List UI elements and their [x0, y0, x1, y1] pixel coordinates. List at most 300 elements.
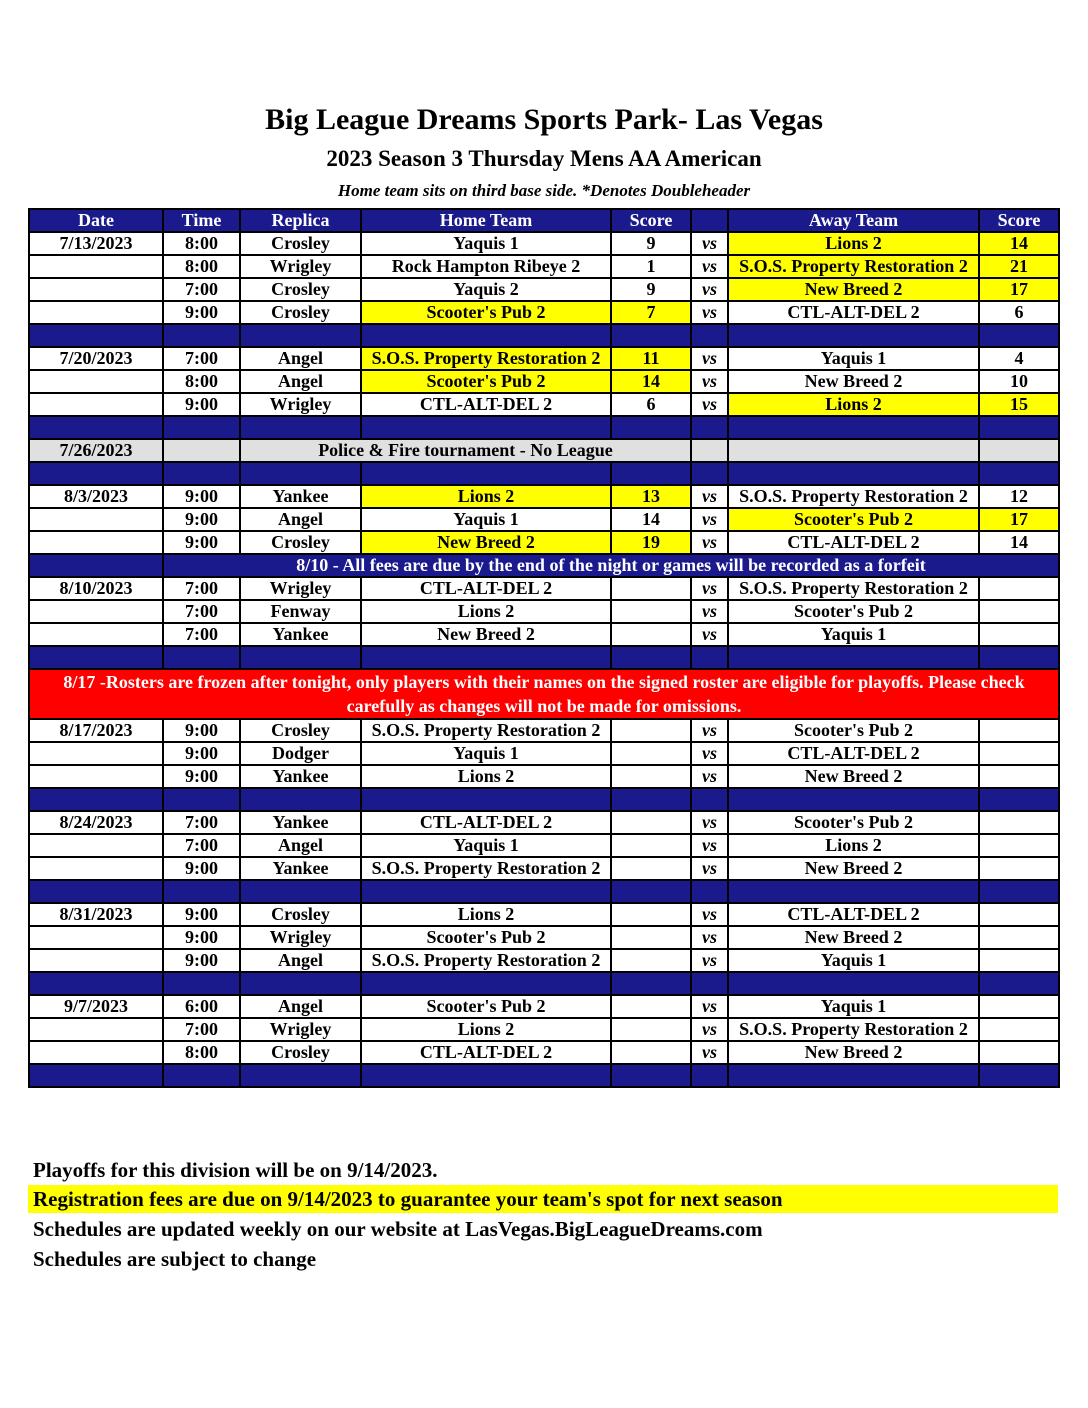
- replica-cell: Yankee: [240, 811, 361, 834]
- separator-cell: [163, 462, 240, 485]
- away-team-cell: New Breed 2: [728, 926, 979, 949]
- separator-cell: [728, 880, 979, 903]
- game-row: [29, 903, 1059, 926]
- date-cell: [29, 301, 163, 324]
- separator-cell: [691, 324, 728, 347]
- game-row: [29, 508, 1059, 531]
- time-cell: 7:00: [163, 577, 240, 600]
- separator-row: [29, 646, 1059, 669]
- home-team-cell: S.O.S. Property Restoration 2: [361, 719, 611, 742]
- away-team-cell: CTL-ALT-DEL 2: [728, 531, 979, 554]
- game-row: [29, 577, 1059, 600]
- away-score-cell: [979, 600, 1059, 623]
- separator-cell: [979, 972, 1059, 995]
- game-row: [29, 742, 1059, 765]
- vs-cell: vs: [691, 903, 728, 926]
- separator-cell: [728, 416, 979, 439]
- vs-cell: vs: [691, 370, 728, 393]
- date-cell: 8/31/2023: [29, 903, 163, 926]
- replica-cell: Crosley: [240, 903, 361, 926]
- separator-cell: [728, 972, 979, 995]
- table-header-row: [29, 209, 1059, 232]
- time-cell: 6:00: [163, 995, 240, 1018]
- replica-cell: Dodger: [240, 742, 361, 765]
- separator-cell: [240, 416, 361, 439]
- vs-cell: vs: [691, 811, 728, 834]
- separator-cell: [240, 880, 361, 903]
- home-team-cell: Yaquis 1: [361, 742, 611, 765]
- separator-cell: [29, 880, 163, 903]
- home-team-cell: Yaquis 1: [361, 508, 611, 531]
- separator-cell: [163, 880, 240, 903]
- time-cell: 9:00: [163, 485, 240, 508]
- game-row: [29, 949, 1059, 972]
- separator-cell: [979, 788, 1059, 811]
- date-cell: [29, 765, 163, 788]
- home-score-cell: [611, 811, 691, 834]
- time-cell: 9:00: [163, 719, 240, 742]
- no-league-text: Police & Fire tournament - No League: [240, 439, 691, 462]
- home-score-cell: 9: [611, 232, 691, 255]
- away-score-cell: [979, 903, 1059, 926]
- date-cell: 7/26/2023: [29, 439, 163, 462]
- time-cell: 9:00: [163, 742, 240, 765]
- date-cell: 7/13/2023: [29, 232, 163, 255]
- no-league-row: [29, 439, 1059, 462]
- separator-cell: [611, 1064, 691, 1087]
- replica-cell: Fenway: [240, 600, 361, 623]
- date-cell: 8/17/2023: [29, 719, 163, 742]
- home-score-cell: 7: [611, 301, 691, 324]
- game-row: [29, 623, 1059, 646]
- away-team-cell: S.O.S. Property Restoration 2: [728, 1018, 979, 1041]
- home-score-cell: [611, 719, 691, 742]
- separator-cell: [979, 1064, 1059, 1087]
- game-row: [29, 1041, 1059, 1064]
- separator-cell: [240, 462, 361, 485]
- vs-cell: vs: [691, 949, 728, 972]
- vs-cell: vs: [691, 347, 728, 370]
- separator-cell: [611, 462, 691, 485]
- away-team-cell: Yaquis 1: [728, 347, 979, 370]
- away-team-cell: Scooter's Pub 2: [728, 600, 979, 623]
- date-cell: [29, 949, 163, 972]
- separator-cell: [361, 972, 611, 995]
- replica-cell: Wrigley: [240, 1018, 361, 1041]
- vs-cell: vs: [691, 926, 728, 949]
- separator-cell: [29, 972, 163, 995]
- game-row: [29, 811, 1059, 834]
- date-cell: [29, 623, 163, 646]
- away-score-cell: [979, 949, 1059, 972]
- separator-cell: [163, 972, 240, 995]
- col-header-home-team: Home Team: [361, 209, 611, 232]
- notice-cell: [29, 554, 163, 577]
- away-team-cell: New Breed 2: [728, 370, 979, 393]
- separator-cell: [240, 324, 361, 347]
- replica-cell: Angel: [240, 949, 361, 972]
- time-cell: 7:00: [163, 600, 240, 623]
- home-team-cell: Scooter's Pub 2: [361, 926, 611, 949]
- game-row: [29, 531, 1059, 554]
- separator-cell: [691, 646, 728, 669]
- vs-cell: vs: [691, 531, 728, 554]
- away-team-cell: [728, 439, 979, 462]
- separator-row: [29, 880, 1059, 903]
- separator-cell: [979, 324, 1059, 347]
- vs-cell: vs: [691, 623, 728, 646]
- date-cell: [29, 1018, 163, 1041]
- time-cell: 9:00: [163, 531, 240, 554]
- time-cell: 7:00: [163, 1018, 240, 1041]
- time-cell: 7:00: [163, 347, 240, 370]
- away-team-cell: Lions 2: [728, 393, 979, 416]
- vs-cell: vs: [691, 255, 728, 278]
- separator-cell: [979, 416, 1059, 439]
- separator-cell: [728, 462, 979, 485]
- home-team-cell: S.O.S. Property Restoration 2: [361, 949, 611, 972]
- away-score-cell: 6: [979, 301, 1059, 324]
- separator-cell: [163, 788, 240, 811]
- vs-cell: vs: [691, 232, 728, 255]
- separator-cell: [979, 646, 1059, 669]
- separator-cell: [979, 462, 1059, 485]
- home-score-cell: [611, 903, 691, 926]
- date-cell: 7/20/2023: [29, 347, 163, 370]
- time-cell: 7:00: [163, 834, 240, 857]
- date-cell: [29, 834, 163, 857]
- away-score-cell: 14: [979, 531, 1059, 554]
- replica-cell: Crosley: [240, 719, 361, 742]
- vs-cell: vs: [691, 278, 728, 301]
- away-score-cell: 17: [979, 508, 1059, 531]
- date-cell: 8/24/2023: [29, 811, 163, 834]
- away-team-cell: New Breed 2: [728, 278, 979, 301]
- time-cell: 9:00: [163, 949, 240, 972]
- game-row: [29, 926, 1059, 949]
- footer-website: Schedules are updated weekly on our website at LasVegas.BigLeagueDreams.com: [33, 1217, 763, 1241]
- replica-cell: Angel: [240, 347, 361, 370]
- page-title: Big League Dreams Sports Park- Las Vegas: [265, 103, 823, 136]
- away-score-cell: [979, 926, 1059, 949]
- time-cell: 9:00: [163, 903, 240, 926]
- separator-cell: [29, 416, 163, 439]
- separator-cell: [979, 880, 1059, 903]
- date-cell: [29, 508, 163, 531]
- away-team-cell: Lions 2: [728, 232, 979, 255]
- separator-row: [29, 1064, 1059, 1087]
- home-team-cell: S.O.S. Property Restoration 2: [361, 857, 611, 880]
- game-row: [29, 393, 1059, 416]
- home-score-cell: [611, 742, 691, 765]
- fee-notice-row: [29, 554, 1059, 577]
- roster-alert-row: [29, 669, 1059, 719]
- col-header-away-team: Away Team: [728, 209, 979, 232]
- home-score-cell: [611, 926, 691, 949]
- away-team-cell: Scooter's Pub 2: [728, 508, 979, 531]
- separator-cell: [361, 416, 611, 439]
- time-cell: 7:00: [163, 278, 240, 301]
- separator-cell: [361, 646, 611, 669]
- separator-cell: [691, 972, 728, 995]
- separator-row: [29, 324, 1059, 347]
- time-cell: 7:00: [163, 623, 240, 646]
- separator-cell: [691, 788, 728, 811]
- separator-cell: [611, 972, 691, 995]
- away-score-cell: 14: [979, 232, 1059, 255]
- separator-cell: [240, 646, 361, 669]
- replica-cell: Angel: [240, 370, 361, 393]
- replica-cell: Wrigley: [240, 393, 361, 416]
- replica-cell: Angel: [240, 834, 361, 857]
- vs-cell: vs: [691, 600, 728, 623]
- away-score-cell: [979, 811, 1059, 834]
- vs-cell: vs: [691, 577, 728, 600]
- time-cell: 9:00: [163, 393, 240, 416]
- away-score-cell: 17: [979, 278, 1059, 301]
- game-row: [29, 232, 1059, 255]
- home-team-cell: Scooter's Pub 2: [361, 995, 611, 1018]
- notice-text: 8/10 - All fees are due by the end of the night or games will be recorded as a forfeit: [163, 554, 1059, 577]
- home-team-cell: Yaquis 1: [361, 834, 611, 857]
- col-header-away-score: Score: [979, 209, 1059, 232]
- home-team-cell: Scooter's Pub 2: [361, 301, 611, 324]
- home-team-cell: Yaquis 1: [361, 232, 611, 255]
- vs-cell: vs: [691, 508, 728, 531]
- separator-cell: [728, 646, 979, 669]
- home-team-cell: Rock Hampton Ribeye 2: [361, 255, 611, 278]
- separator-cell: [691, 416, 728, 439]
- time-cell: [163, 439, 240, 462]
- away-team-cell: Scooter's Pub 2: [728, 719, 979, 742]
- home-score-cell: [611, 1041, 691, 1064]
- footer-registration: Registration fees are due on 9/14/2023 to guarantee your team's spot for next season: [28, 1185, 1058, 1213]
- vs-cell: vs: [691, 857, 728, 880]
- away-team-cell: Yaquis 1: [728, 995, 979, 1018]
- separator-cell: [361, 788, 611, 811]
- vs-cell: vs: [691, 393, 728, 416]
- separator-cell: [163, 324, 240, 347]
- game-row: [29, 485, 1059, 508]
- away-score-cell: 21: [979, 255, 1059, 278]
- date-cell: [29, 742, 163, 765]
- separator-row: [29, 972, 1059, 995]
- away-team-cell: Scooter's Pub 2: [728, 811, 979, 834]
- separator-cell: [691, 1064, 728, 1087]
- away-team-cell: CTL-ALT-DEL 2: [728, 301, 979, 324]
- away-score-cell: [979, 995, 1059, 1018]
- home-team-cell: Scooter's Pub 2: [361, 370, 611, 393]
- replica-cell: Wrigley: [240, 577, 361, 600]
- col-header-vs: [691, 209, 728, 232]
- replica-cell: Yankee: [240, 623, 361, 646]
- schedule-table: [28, 208, 1060, 1088]
- replica-cell: Crosley: [240, 531, 361, 554]
- away-score-cell: [979, 834, 1059, 857]
- col-header-time: Time: [163, 209, 240, 232]
- away-score-cell: 15: [979, 393, 1059, 416]
- separator-cell: [611, 880, 691, 903]
- separator-cell: [29, 324, 163, 347]
- home-team-cell: Lions 2: [361, 1018, 611, 1041]
- vs-cell: vs: [691, 1018, 728, 1041]
- separator-row: [29, 462, 1059, 485]
- separator-row: [29, 788, 1059, 811]
- away-team-cell: CTL-ALT-DEL 2: [728, 903, 979, 926]
- header-note: Home team sits on third base side. *Denotes Doubleheader: [337, 181, 751, 200]
- time-cell: 9:00: [163, 857, 240, 880]
- replica-cell: Wrigley: [240, 255, 361, 278]
- footer-disclaimer: Schedules are subject to change: [33, 1247, 317, 1271]
- footer-playoffs: Playoffs for this division will be on 9/14/2023.: [33, 1158, 438, 1182]
- date-cell: [29, 926, 163, 949]
- home-score-cell: [611, 995, 691, 1018]
- replica-cell: Crosley: [240, 232, 361, 255]
- home-team-cell: New Breed 2: [361, 531, 611, 554]
- page-subtitle: 2023 Season 3 Thursday Mens AA American: [326, 146, 762, 171]
- away-score-cell: 12: [979, 485, 1059, 508]
- game-row: [29, 370, 1059, 393]
- away-score-cell: 4: [979, 347, 1059, 370]
- vs-cell: vs: [691, 742, 728, 765]
- home-score-cell: [611, 765, 691, 788]
- home-team-cell: CTL-ALT-DEL 2: [361, 393, 611, 416]
- date-cell: [29, 600, 163, 623]
- replica-cell: Angel: [240, 508, 361, 531]
- alert-text: 8/17 -Rosters are frozen after tonight, only players with their names on the signed roster are eligible for playoffs. Please check carefully as changes will not be made for omissions.: [29, 669, 1059, 719]
- vs-cell: vs: [691, 301, 728, 324]
- away-team-cell: Yaquis 1: [728, 623, 979, 646]
- away-score-cell: [979, 1018, 1059, 1041]
- home-team-cell: CTL-ALT-DEL 2: [361, 811, 611, 834]
- away-team-cell: New Breed 2: [728, 857, 979, 880]
- vs-cell: vs: [691, 1041, 728, 1064]
- time-cell: 8:00: [163, 255, 240, 278]
- home-score-cell: 14: [611, 370, 691, 393]
- home-score-cell: [611, 1018, 691, 1041]
- away-score-cell: [979, 623, 1059, 646]
- away-score-cell: [979, 742, 1059, 765]
- away-team-cell: Lions 2: [728, 834, 979, 857]
- home-team-cell: Lions 2: [361, 600, 611, 623]
- away-score-cell: [979, 577, 1059, 600]
- home-team-cell: New Breed 2: [361, 623, 611, 646]
- separator-cell: [240, 788, 361, 811]
- away-score-cell: 10: [979, 370, 1059, 393]
- home-score-cell: 14: [611, 508, 691, 531]
- date-cell: [29, 393, 163, 416]
- away-score-cell: [979, 857, 1059, 880]
- date-cell: 8/3/2023: [29, 485, 163, 508]
- separator-cell: [29, 788, 163, 811]
- separator-cell: [728, 1064, 979, 1087]
- date-cell: [29, 255, 163, 278]
- game-row: [29, 255, 1059, 278]
- replica-cell: Yankee: [240, 485, 361, 508]
- time-cell: 8:00: [163, 370, 240, 393]
- vs-cell: vs: [691, 995, 728, 1018]
- replica-cell: Wrigley: [240, 926, 361, 949]
- col-header-home-score: Score: [611, 209, 691, 232]
- col-header-date: Date: [29, 209, 163, 232]
- home-score-cell: [611, 834, 691, 857]
- game-row: [29, 719, 1059, 742]
- separator-cell: [611, 788, 691, 811]
- home-team-cell: CTL-ALT-DEL 2: [361, 1041, 611, 1064]
- game-row: [29, 857, 1059, 880]
- game-row: [29, 600, 1059, 623]
- time-cell: 9:00: [163, 926, 240, 949]
- separator-cell: [361, 1064, 611, 1087]
- vs-cell: vs: [691, 765, 728, 788]
- home-score-cell: [611, 949, 691, 972]
- date-cell: [29, 531, 163, 554]
- time-cell: 7:00: [163, 811, 240, 834]
- home-team-cell: CTL-ALT-DEL 2: [361, 577, 611, 600]
- home-team-cell: Yaquis 2: [361, 278, 611, 301]
- separator-cell: [728, 324, 979, 347]
- home-score-cell: [611, 577, 691, 600]
- replica-cell: Yankee: [240, 765, 361, 788]
- home-score-cell: 13: [611, 485, 691, 508]
- separator-cell: [361, 324, 611, 347]
- home-score-cell: 6: [611, 393, 691, 416]
- game-row: [29, 1018, 1059, 1041]
- away-score-cell: [979, 1041, 1059, 1064]
- date-cell: [29, 857, 163, 880]
- separator-cell: [611, 646, 691, 669]
- home-team-cell: S.O.S. Property Restoration 2: [361, 347, 611, 370]
- date-cell: [29, 370, 163, 393]
- home-score-cell: [611, 623, 691, 646]
- replica-cell: Crosley: [240, 278, 361, 301]
- separator-cell: [611, 324, 691, 347]
- separator-cell: [29, 462, 163, 485]
- home-score-cell: 19: [611, 531, 691, 554]
- away-team-cell: S.O.S. Property Restoration 2: [728, 255, 979, 278]
- date-cell: 9/7/2023: [29, 995, 163, 1018]
- game-row: [29, 834, 1059, 857]
- home-score-cell: [611, 857, 691, 880]
- away-team-cell: Yaquis 1: [728, 949, 979, 972]
- home-team-cell: Lions 2: [361, 485, 611, 508]
- date-cell: [29, 278, 163, 301]
- vs-cell: vs: [691, 485, 728, 508]
- game-row: [29, 301, 1059, 324]
- home-team-cell: Lions 2: [361, 903, 611, 926]
- separator-cell: [163, 646, 240, 669]
- away-score-cell: [979, 765, 1059, 788]
- vs-cell: [691, 439, 728, 462]
- time-cell: 8:00: [163, 1041, 240, 1064]
- schedule-body: [29, 232, 1059, 1087]
- separator-cell: [29, 646, 163, 669]
- separator-cell: [163, 1064, 240, 1087]
- replica-cell: Crosley: [240, 301, 361, 324]
- separator-cell: [728, 788, 979, 811]
- time-cell: 9:00: [163, 508, 240, 531]
- game-row: [29, 995, 1059, 1018]
- separator-cell: [29, 1064, 163, 1087]
- replica-cell: Yankee: [240, 857, 361, 880]
- separator-cell: [691, 880, 728, 903]
- home-score-cell: 1: [611, 255, 691, 278]
- separator-row: [29, 416, 1059, 439]
- game-row: [29, 278, 1059, 301]
- home-score-cell: [611, 600, 691, 623]
- home-team-cell: Lions 2: [361, 765, 611, 788]
- away-team-cell: CTL-ALT-DEL 2: [728, 742, 979, 765]
